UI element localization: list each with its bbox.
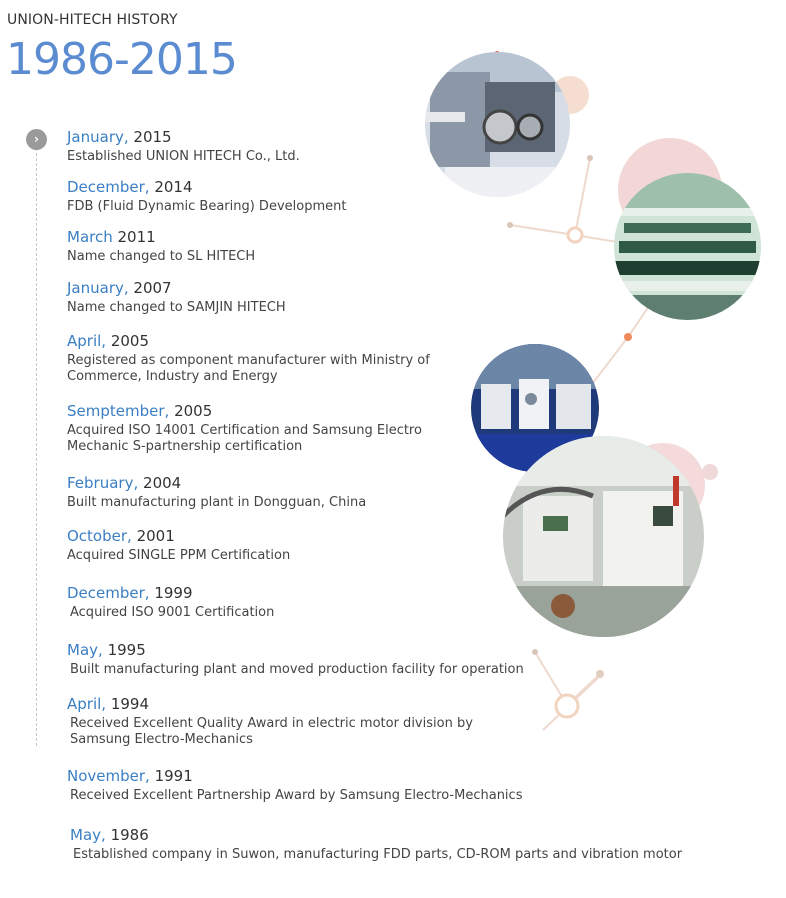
connector-dot: [507, 222, 513, 228]
connector-line: [575, 158, 590, 235]
entry-description: Acquired ISO 9001 Certification: [70, 605, 275, 620]
entry-description: Acquired ISO 14001 Certification and Samsung Electro Mechanic S-partnership certification: [67, 423, 422, 454]
entry-month: November,: [67, 767, 150, 785]
timeline-entry: [67, 767, 567, 804]
connector-node: [568, 228, 582, 242]
entry-description: Established company in Suwon, manufacturing FDD parts, CD-ROM parts and vibration motor: [73, 847, 683, 862]
entry-month: May,: [67, 641, 103, 659]
entry-month: May,: [70, 826, 106, 844]
entry-month: October,: [67, 527, 132, 545]
connector-dot: [624, 333, 632, 341]
entry-description: Registered as component manufacturer with Ministry of Commerce, Industry and Energy: [67, 353, 430, 384]
entry-year: 2015: [133, 128, 172, 146]
entry-month: March: [67, 228, 113, 246]
entry-year: 1994: [110, 695, 150, 713]
entry-description: Established UNION HITECH Co., Ltd.: [67, 149, 300, 164]
entry-description: Acquired SINGLE PPM Certification: [67, 548, 291, 563]
factory-photo-equipment: [503, 436, 704, 637]
chevron-right-icon: ›: [26, 129, 47, 150]
connector-line: [510, 225, 575, 235]
timeline-line: [36, 148, 37, 746]
entry-month: Semptember,: [67, 402, 170, 420]
timeline-entry: [67, 826, 707, 863]
connector-dot: [587, 155, 593, 161]
entry-date: [67, 332, 447, 350]
decor-circle: [702, 464, 718, 480]
timeline-entry: [67, 332, 447, 385]
connector-node: [556, 695, 578, 717]
factory-photo-cnc-machine: [425, 52, 570, 197]
entry-month: January,: [67, 279, 129, 297]
entry-description: Name changed to SL HITECH: [67, 249, 256, 264]
entry-year: 1991: [154, 767, 193, 785]
entry-date: [67, 402, 437, 420]
entry-description: Built manufacturing plant in Dongguan, China: [67, 495, 367, 510]
entry-month: January,: [67, 128, 129, 146]
timeline-entry: [67, 402, 437, 455]
entry-month: April,: [67, 332, 107, 350]
entry-month: December,: [67, 178, 150, 196]
entry-year: 2005: [110, 332, 150, 350]
entry-description: Built manufacturing plant and moved production facility for operation: [70, 662, 524, 677]
entry-year: 2005: [174, 402, 213, 420]
entry-date: [67, 826, 707, 844]
entry-year: 1999: [154, 584, 193, 602]
entry-month: February,: [67, 474, 139, 492]
entry-year: 2011: [117, 228, 156, 246]
entry-description: Received Excellent Partnership Award by Samsung Electro-Mechanics: [70, 788, 523, 803]
entry-year: 1995: [107, 641, 146, 659]
entry-year: 1986: [110, 826, 149, 844]
entry-year: 2001: [136, 527, 175, 545]
entry-month: December,: [67, 584, 150, 602]
entry-year: 2014: [154, 178, 193, 196]
history-year-range: 1986-2015: [6, 34, 237, 85]
entry-year: 2004: [143, 474, 182, 492]
entry-description: Received Excellent Quality Award in electric motor division by Samsung Electro-Mechanics: [70, 716, 473, 747]
entry-date: [67, 767, 567, 785]
connector-dot: [532, 649, 538, 655]
entry-description: FDB (Fluid Dynamic Bearing) Development: [67, 199, 347, 214]
history-kicker: UNION-HITECH HISTORY: [7, 12, 178, 28]
entry-month: April,: [67, 695, 107, 713]
entry-year: 2007: [133, 279, 172, 297]
entry-description: Name changed to SAMJIN HITECH: [67, 300, 286, 315]
factory-photo-production-line: [614, 173, 761, 320]
connector-dot: [596, 670, 604, 678]
